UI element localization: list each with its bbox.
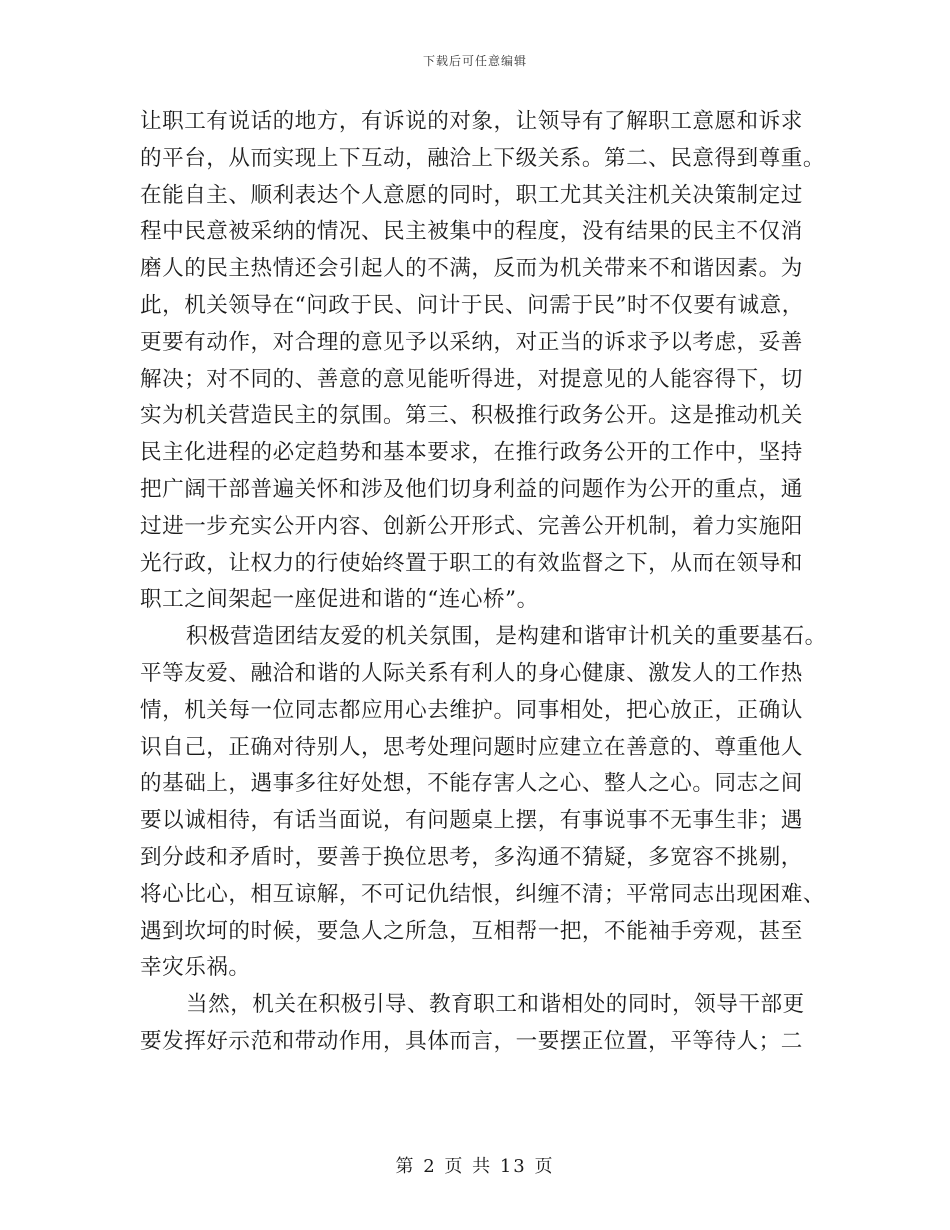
text-line: 让职工有说话的地方，有诉说的对象，让领导有了解职工意愿和诉求 (140, 109, 803, 134)
text-line: 积极营造团结友爱的机关氛围，是构建和谐审计机关的重要基石。 (186, 624, 827, 650)
text-line: 当然，机关在积极引导、教育职工和谐相处的同时，领导干部更 (186, 992, 805, 1018)
text-line: 实为机关营造民主的氛围。第三、积极推行政务公开。这是推动机关 (140, 403, 803, 429)
text-line: 程中民意被采纳的情况、民主被集中的程度，没有结果的民主不仅消 (140, 219, 803, 245)
text-line: 过进一步充实公开内容、创新公开形式、完善公开机制，着力实施阳 (140, 513, 803, 539)
text-line: 幸灾乐祸。 (140, 955, 251, 981)
page-number-footer: 第 2 页 共 13 页 (395, 1156, 555, 1177)
text-line: 的基础上，遇事多往好处想，不能存害人之心、整人之心。同志之间 (140, 771, 803, 797)
text-line: 磨人的民主热情还会引起人的不满，反而为机关带来不和谐因素。为 (140, 256, 803, 282)
text-line: 遇到坎坷的时候，要急人之所急，互相帮一把，不能袖手旁观，甚至 (140, 918, 803, 944)
text-line: 光行政，让权力的行使始终置于职工的有效监督之下，从而在领导和 (140, 550, 803, 576)
text-line: 到分歧和矛盾时，要善于换位思考，多沟通不猜疑，多宽容不挑剔， (140, 844, 803, 870)
page-header: 下载后可任意编辑 (422, 54, 527, 68)
text-line: 的平台，从而实现上下互动，融洽上下级关系。第二、民意得到尊重。 (140, 145, 825, 171)
text-line: 识自己，正确对待别人，思考处理问题时应建立在善意的、尊重他人 (140, 734, 803, 760)
paragraph-3 (140, 987, 812, 1061)
text-line: 平等友爱、融洽和谐的人际关系有利人的身心健康、激发人的工作热 (140, 660, 803, 686)
text-line: 要以诚相待，有话当面说，有问题桌上摆，有事说事不无事生非；遇 (140, 808, 803, 834)
text-line: 把广阔干部普遍关怀和涉及他们切身利益的问题作为公开的重点，通 (140, 476, 803, 502)
text-line: 情，机关每一位同志都应用心去维护。同事相处，把心放正，正确认 (140, 697, 803, 723)
document-body (140, 104, 827, 1061)
text-line: 在能自主、顺利表达个人意愿的同时，职工尤其关注机关决策制定过 (140, 182, 803, 208)
text-line: 解决；对不同的、善意的意见能听得进，对提意见的人能容得下，切 (140, 366, 803, 392)
paragraph-1 (140, 104, 825, 619)
paragraph-2 (140, 619, 827, 987)
text-line: 民主化进程的必定趋势和基本要求，在推行政务公开的工作中，坚持 (140, 440, 803, 466)
text-line: 更要有动作，对合理的意见予以采纳，对正当的诉求予以考虑，妥善 (140, 329, 803, 355)
text-line: 职工之间架起一座促进和谐的“连心桥”。 (140, 587, 539, 613)
text-line: 将心比心，相互谅解，不可记仇结恨，纠缠不清；平常同志出现困难、 (140, 881, 825, 907)
text-line: 要发挥好示范和带动作用，具体而言，一要摆正位置，平等待人；二 (140, 1028, 803, 1054)
text-line: 此，机关领导在“问政于民、问计于民、问需于民”时不仅要有诚意， (140, 292, 804, 318)
